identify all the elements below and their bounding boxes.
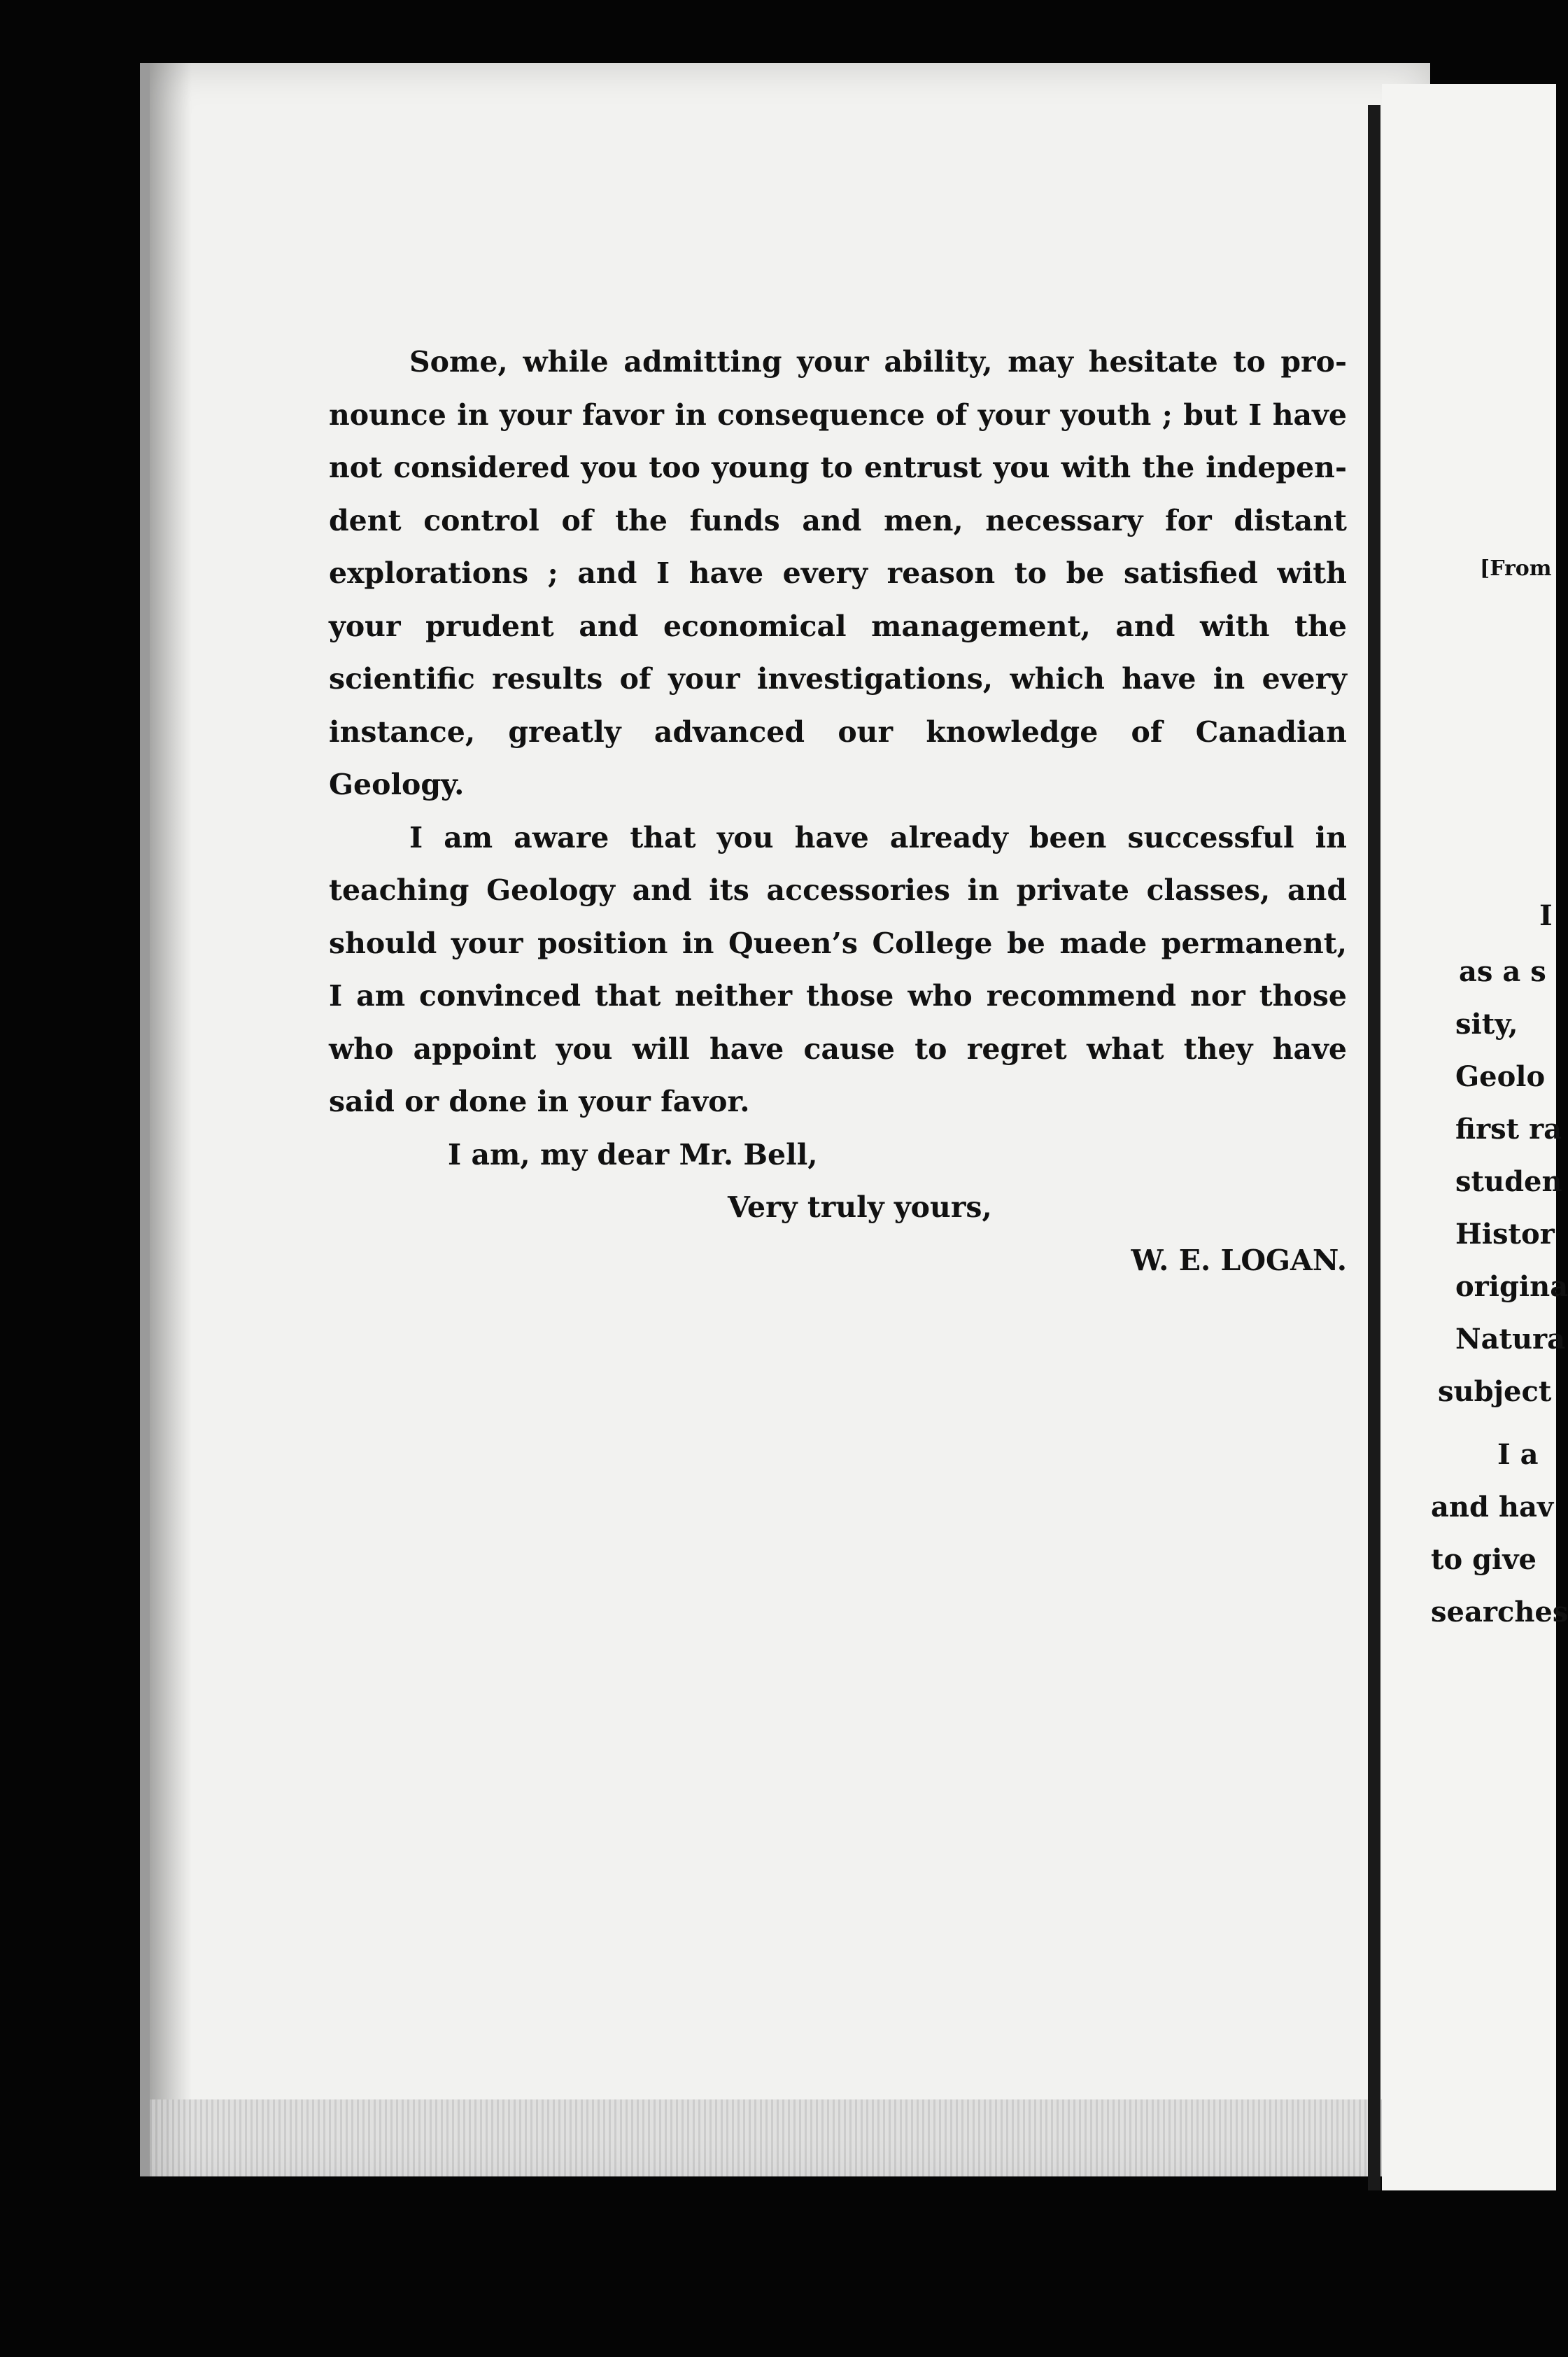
facing-line: Natura bbox=[1455, 1323, 1566, 1356]
facing-line: Histor bbox=[1455, 1218, 1555, 1251]
valediction: Very truly yours, bbox=[728, 1190, 992, 1224]
facing-line: [From bbox=[1480, 556, 1552, 581]
text-line: explorations ; and I have every reason to be satisfied with bbox=[329, 556, 1347, 590]
signature: W. E. LOGAN. bbox=[1131, 1243, 1347, 1277]
facing-line: studen bbox=[1455, 1165, 1562, 1198]
text-line: nounce in your favor in consequence of your youth ; but I have bbox=[329, 397, 1347, 432]
text-line: dent control of the funds and men, necessary for distant bbox=[329, 503, 1347, 537]
right-page bbox=[1382, 84, 1568, 2190]
facing-line: to give bbox=[1431, 1543, 1537, 1576]
facing-line: as a s bbox=[1459, 955, 1546, 988]
text-line: I am aware that you have already been successful in bbox=[409, 820, 1347, 854]
text-line: should your position in Queen’s College be made permanent, bbox=[329, 926, 1347, 960]
facing-line: subject bbox=[1438, 1375, 1552, 1408]
closing-block bbox=[329, 1129, 1347, 1288]
text-line: instance, greatly advanced our knowledge of Canadian Geology. bbox=[329, 715, 1347, 801]
facing-line: I a bbox=[1497, 1438, 1539, 1471]
text-line: said or done in your favor. bbox=[329, 1085, 750, 1118]
facing-line: sity, bbox=[1455, 1008, 1518, 1041]
facing-line: origina bbox=[1455, 1270, 1568, 1303]
text-line: I am convinced that neither those who recommend nor those bbox=[329, 979, 1347, 1013]
text-line: who appoint you will have cause to regret what they have bbox=[329, 1032, 1347, 1066]
text-line: your prudent and economical management, and with the bbox=[329, 609, 1347, 643]
text-line: not considered you too young to entrust you with the indepen- bbox=[329, 451, 1347, 484]
text-line: scientific results of your investigations, which have in every bbox=[329, 662, 1347, 696]
paragraph-2 bbox=[329, 812, 1347, 1129]
page-gutter bbox=[1368, 105, 1380, 2190]
text-line: teaching Geology and its accessories in private classes, and bbox=[329, 873, 1347, 907]
closing-line: I am, my dear Mr. Bell, bbox=[448, 1137, 818, 1172]
facing-line: searches bbox=[1431, 1596, 1568, 1628]
facing-line: first ra bbox=[1455, 1113, 1562, 1146]
paragraph-1 bbox=[329, 336, 1347, 812]
text-line: Some, while admitting your ability, may hesitate to pro- bbox=[409, 345, 1347, 379]
facing-line: and hav bbox=[1431, 1491, 1554, 1524]
facing-line: Geolo bbox=[1455, 1060, 1546, 1093]
letter-body bbox=[329, 336, 1347, 1287]
facing-line: I bbox=[1539, 899, 1553, 932]
